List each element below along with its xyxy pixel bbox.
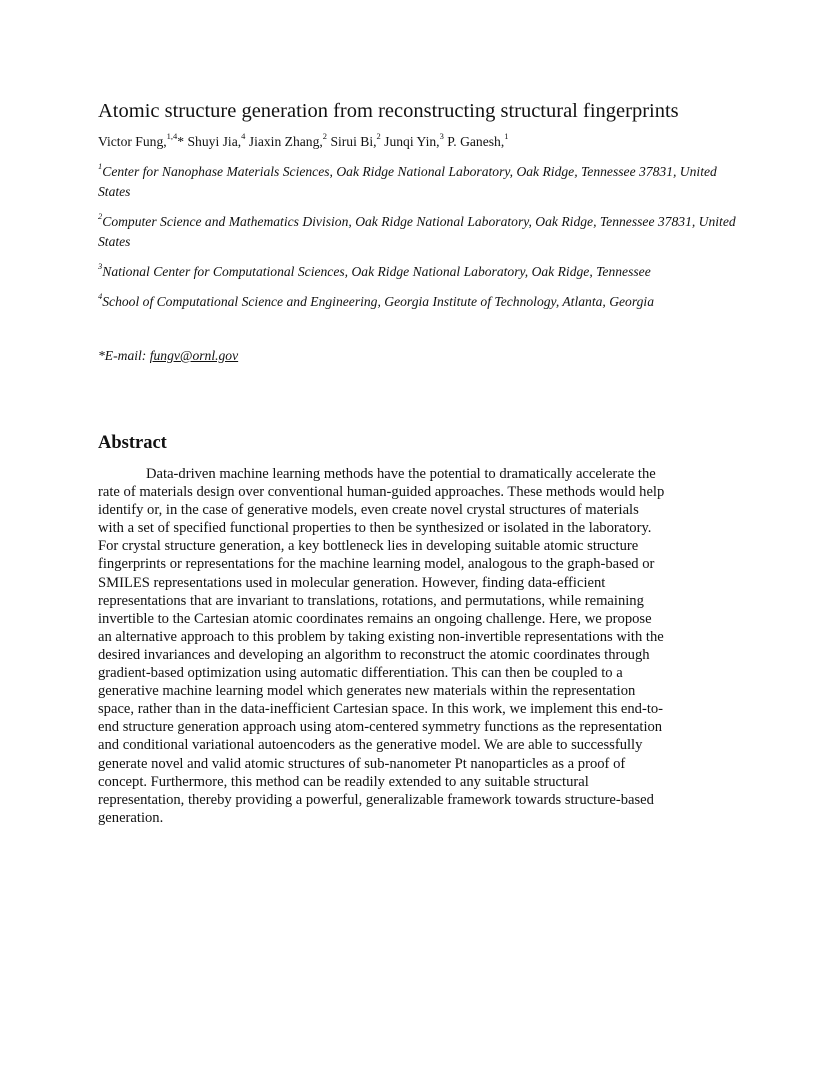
author-mark: * xyxy=(177,134,188,149)
author xyxy=(187,131,249,149)
abstract-line: space, rather than in the data-inefficient Cartesian space. In this work, we implement this end-to- xyxy=(98,701,664,718)
author-name: Junqi Yin, xyxy=(384,134,440,149)
abstract-line: end structure generation approach using atom-centered symmetry functions as the representation xyxy=(98,719,663,736)
author-affiliation-number: 1 xyxy=(504,131,509,142)
abstract-line: generate novel and valid atomic structures of sub-nanometer Pt nanoparticles as a proof of xyxy=(98,755,626,772)
affiliation-text: National Center for Computational Sciences, Oak Ridge National Laboratory, Oak Ridge, Tennessee xyxy=(102,264,651,279)
abstract-line: concept. Furthermore, this method can be readily extended to any suitable structural xyxy=(98,773,589,790)
abstract-line: representation, thereby providing a powerful, generalizable framework towards structure-based xyxy=(98,791,654,808)
author xyxy=(384,131,447,149)
abstract-heading: Abstract xyxy=(98,433,167,453)
author-name: Sirui Bi, xyxy=(330,134,377,149)
affiliation xyxy=(98,162,738,201)
email-link[interactable]: fungv@ornl.gov xyxy=(149,348,239,363)
author-affiliation-number: 2 xyxy=(376,131,381,142)
abstract-line: generation. xyxy=(98,809,164,826)
author-affiliation-number: 3 xyxy=(439,131,444,142)
author-list xyxy=(98,133,738,151)
affiliation xyxy=(98,262,738,282)
abstract-line: an alternative approach to this problem by taking existing non-invertible representations with the xyxy=(98,628,664,645)
affiliation-number: 2 xyxy=(98,211,103,222)
email-label: *E-mail: xyxy=(98,348,150,363)
abstract-line: desired invariances and developing an algorithm to reconstruct the atomic coordinates through xyxy=(98,646,650,663)
abstract-line: Data-driven machine learning methods have the potential to dramatically accelerate the xyxy=(146,466,656,482)
affiliation-number: 3 xyxy=(98,261,103,272)
abstract-line: For crystal structure generation, a key bottleneck lies in developing suitable atomic structure xyxy=(98,538,639,555)
author-name: P. Ganesh, xyxy=(447,134,505,149)
abstract-line: invertible to the Cartesian atomic coordinates remains an ongoing challenge. Here, we propose xyxy=(98,610,652,627)
abstract-line: representations that are invariant to translations, rotations, and permutations, while remaining xyxy=(98,592,644,609)
author-affiliation-number: 1,4 xyxy=(166,131,178,142)
author xyxy=(447,131,509,149)
affiliation xyxy=(98,292,738,312)
author xyxy=(248,131,331,149)
abstract-line: with a set of specified functional properties to then be synthesized or isolated in the laboratory. xyxy=(98,520,652,537)
affiliation-text: Center for Nanophase Materials Sciences, Oak Ridge National Laboratory, Oak Ridge, Tennessee 37831, United States xyxy=(98,164,717,199)
abstract-line: gradient-based optimization using automatic differentiation. This can then be coupled to a xyxy=(98,665,623,682)
paper-title: Atomic structure generation from reconstructing structural fingerprints xyxy=(98,100,679,122)
abstract-line: SMILES representations used in molecular generation. However, finding data-efficient xyxy=(98,574,606,591)
affiliation xyxy=(98,212,738,251)
author-affiliation-number: 2 xyxy=(322,131,328,142)
abstract-line: and conditional variational autoencoders as the generative model. We are able to successfully xyxy=(98,737,643,754)
author-name: Jiaxin Zhang, xyxy=(248,134,323,149)
abstract-line: generative machine learning model which generates new materials within the representation xyxy=(98,683,636,700)
abstract-line: fingerprints or representations for the machine learning model, analogous to the graph-based or xyxy=(98,556,655,573)
corresponding-email xyxy=(98,347,238,365)
affiliation-text: Computer Science and Mathematics Division, Oak Ridge National Laboratory, Oak Ridge, Tennessee 37831, United States xyxy=(98,214,736,249)
author xyxy=(330,131,384,149)
affiliation-text: School of Computational Science and Engineering, Georgia Institute of Technology, Atlanta, Georgia xyxy=(102,294,654,309)
author xyxy=(98,131,188,149)
author-name: Shuyi Jia, xyxy=(187,134,242,149)
affiliation-number: 4 xyxy=(98,291,103,302)
affiliation-number: 1 xyxy=(98,161,103,172)
abstract-line: rate of materials design over conventional human-guided approaches. These methods would help xyxy=(98,484,665,501)
abstract-text xyxy=(98,465,738,827)
abstract-line: identify or, in the case of generative models, even create novel crystal structures of materials xyxy=(98,502,639,519)
author-affiliation-number: 4 xyxy=(241,131,246,142)
author-name: Victor Fung, xyxy=(98,134,167,149)
